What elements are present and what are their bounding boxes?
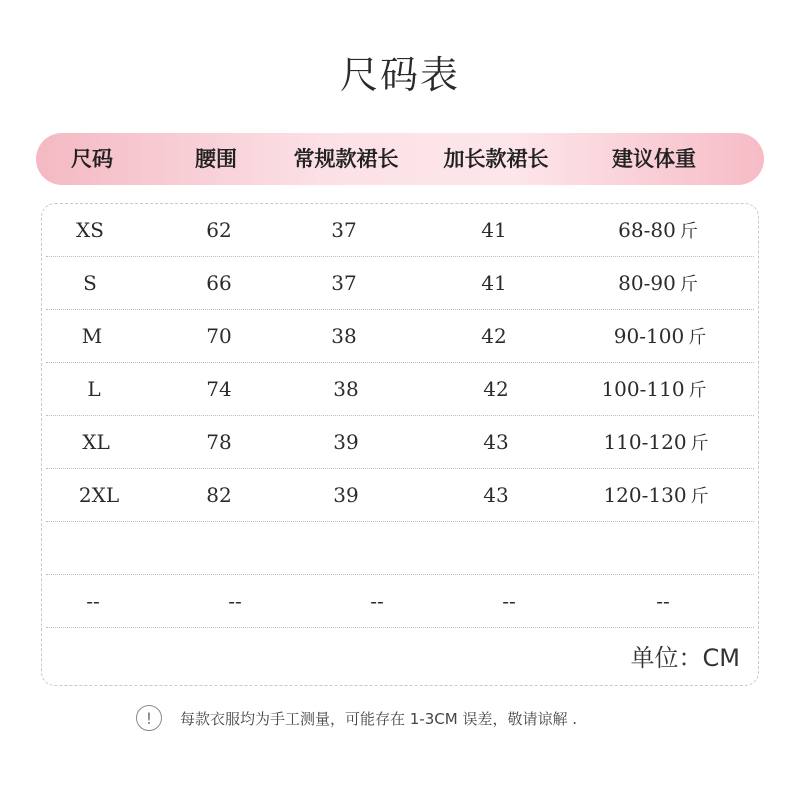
cell-long: 42 <box>481 324 507 348</box>
cell-weight <box>656 522 660 575</box>
table-row <box>42 363 758 416</box>
cell-regular: 37 <box>331 271 357 295</box>
table-row <box>42 204 758 257</box>
cell-long: 43 <box>483 430 509 454</box>
header-long-length: 加长款裙长 <box>443 147 549 171</box>
weight-unit: 斤 <box>690 486 709 507</box>
exclamation-icon: ! <box>136 705 162 731</box>
cell-long: -- <box>502 589 516 613</box>
table-row <box>42 310 758 363</box>
unit-note: 单位：CM <box>630 644 740 672</box>
table-row <box>42 257 758 310</box>
cell-weight <box>603 469 708 522</box>
cell-size: M <box>81 324 103 348</box>
notice-text: 每款衣服均为手工测量，可能存在 1-3CM 误差，敬请谅解 . <box>180 709 577 728</box>
weight-value: 68-80 <box>618 218 676 242</box>
cell-regular: 37 <box>331 218 357 242</box>
cell-regular: 39 <box>333 483 359 507</box>
header-waist: 腰围 <box>195 147 237 171</box>
table-row <box>42 575 758 628</box>
cell-regular: 39 <box>333 430 359 454</box>
cell-long: 41 <box>481 271 507 295</box>
cell-weight <box>618 204 698 257</box>
weight-value: 90-100 <box>613 324 685 348</box>
cell-waist: 74 <box>206 377 232 401</box>
weight-value: -- <box>656 589 670 613</box>
weight-value: 80-90 <box>618 271 676 295</box>
cell-weight <box>614 310 706 363</box>
weight-unit: 斤 <box>688 380 707 401</box>
cell-regular: -- <box>370 589 384 613</box>
cell-size: L <box>87 377 101 401</box>
cell-waist: 62 <box>206 218 232 242</box>
weight-unit: 斤 <box>690 433 709 454</box>
weight-value: 120-130 <box>603 483 687 507</box>
cell-weight <box>656 575 674 628</box>
weight-unit: 斤 <box>688 327 707 348</box>
size-table <box>41 203 759 686</box>
cell-regular: 38 <box>331 324 357 348</box>
cell-waist: 82 <box>206 483 232 507</box>
cell-long: 41 <box>481 218 507 242</box>
row-divider <box>46 627 754 628</box>
cell-weight <box>618 257 698 310</box>
header-size: 尺码 <box>71 147 113 171</box>
cell-long: 43 <box>483 483 509 507</box>
table-header <box>36 133 764 185</box>
table-row <box>42 416 758 469</box>
cell-size: XS <box>76 218 104 242</box>
weight-value: 110-120 <box>603 430 687 454</box>
cell-regular: 38 <box>333 377 359 401</box>
header-regular-length: 常规款裙长 <box>293 147 399 171</box>
table-row <box>42 522 758 575</box>
cell-size: -- <box>86 589 100 613</box>
page-title: 尺码表 <box>339 53 460 97</box>
cell-weight <box>603 416 708 469</box>
cell-long: 42 <box>483 377 509 401</box>
header-weight: 建议体重 <box>612 147 696 171</box>
weight-unit: 斤 <box>679 274 698 295</box>
cell-waist: 66 <box>206 271 232 295</box>
cell-size: XL <box>82 430 110 454</box>
table-row <box>42 469 758 522</box>
cell-waist: 70 <box>206 324 232 348</box>
cell-weight <box>601 363 706 416</box>
cell-waist: -- <box>228 589 242 613</box>
measurement-notice <box>136 704 577 732</box>
cell-size: 2XL <box>78 483 120 507</box>
weight-value: 100-110 <box>601 377 685 401</box>
cell-size: S <box>83 271 97 295</box>
cell-waist: 78 <box>206 430 232 454</box>
weight-unit: 斤 <box>679 221 698 242</box>
